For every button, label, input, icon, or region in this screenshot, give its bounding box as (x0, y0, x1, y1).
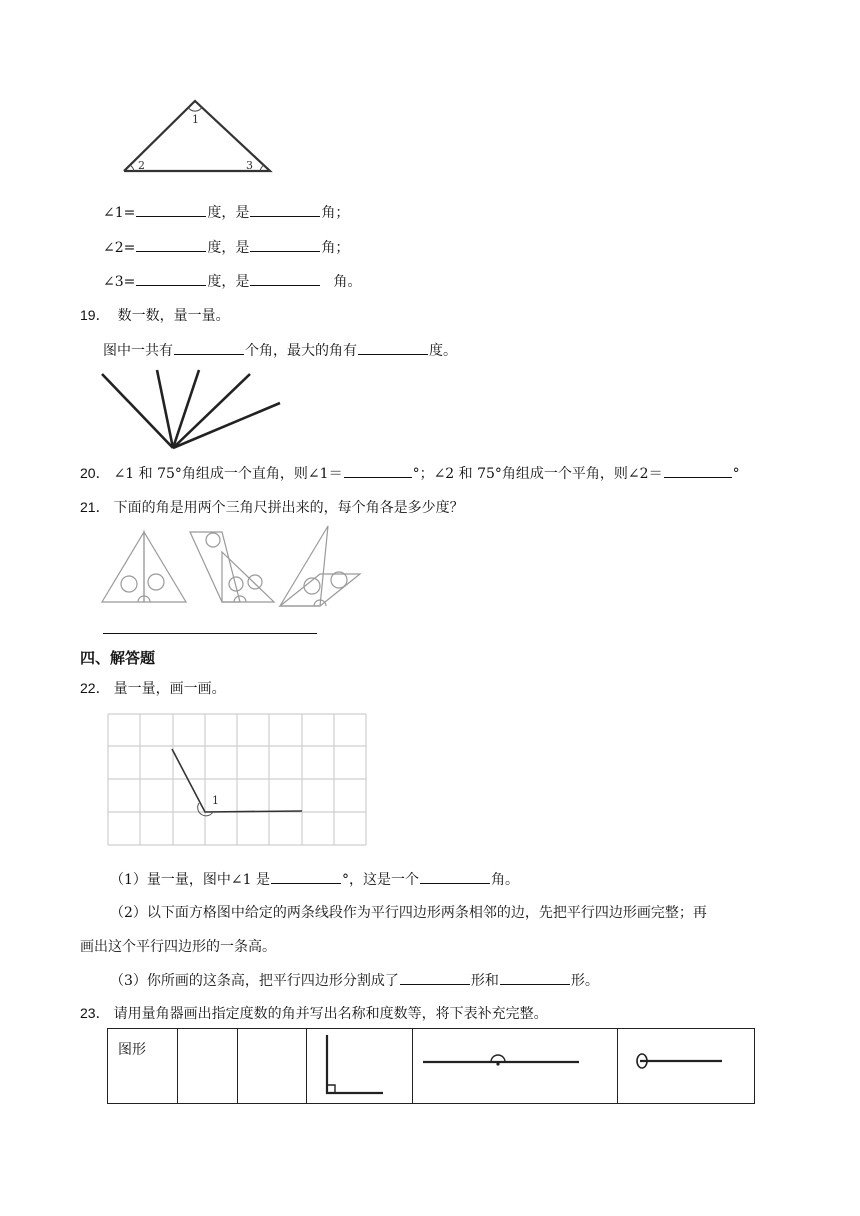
angle2-suffix: 角； (321, 240, 350, 256)
row-header-text: 图形 (118, 1042, 146, 1058)
q20-question (80, 463, 740, 484)
q20-angle2-blank[interactable] (664, 463, 732, 478)
triangle-label-3: 3 (246, 159, 253, 172)
angle3-type-blank[interactable] (250, 271, 320, 286)
q20-text-b: °；∠2 和 75°角组成一个平角，则∠2＝ (412, 466, 663, 482)
right-angle-figure (307, 1029, 412, 1099)
q21-title (80, 497, 464, 518)
angle1-type-blank[interactable] (250, 202, 320, 217)
q22-part1 (110, 869, 519, 890)
q22-p1-c: 角。 (491, 872, 519, 888)
q22-p3-c: 形。 (570, 973, 599, 989)
table-row (108, 1029, 755, 1104)
q22-part2-line2: 画出这个平行四边形的一条高。 (80, 939, 276, 955)
angle1-degree-text: 度，是 (207, 205, 250, 221)
q21-answer-line[interactable] (103, 633, 317, 634)
q19-text-c: 度。 (429, 343, 457, 359)
table-row-header (108, 1029, 178, 1104)
angle1-label: ∠1= (103, 205, 136, 221)
q22-p3-a: （3）你所画的这条高，把平行四边形分割成了 (110, 973, 399, 989)
set-squares-figure (98, 524, 362, 610)
q22-degree-blank[interactable] (271, 869, 341, 884)
angle1-degree-blank[interactable] (136, 202, 206, 217)
q19-text-a: 图中一共有 (103, 343, 173, 359)
q22-type-blank[interactable] (420, 869, 490, 884)
grid-figure (106, 712, 368, 848)
triangle-label-2: 2 (138, 159, 145, 172)
q20-number: 20． (80, 465, 110, 481)
triangle-figure (118, 95, 278, 177)
table-cell-right-angle (306, 1029, 412, 1104)
q23-title (80, 1003, 548, 1024)
angle2-label: ∠2= (103, 240, 136, 256)
table-cell-empty-1[interactable] (177, 1029, 237, 1104)
rays-figure (98, 366, 288, 452)
q22-shape2-blank[interactable] (500, 970, 570, 985)
q19-degree-blank[interactable] (358, 340, 428, 355)
q20-text-c: ° (732, 466, 740, 482)
q19-question (103, 340, 457, 361)
q22-shape1-blank[interactable] (400, 970, 470, 985)
table-cell-empty-2[interactable] (237, 1029, 306, 1104)
q22-title (80, 678, 226, 699)
q19-title-text: 数一数，量一量。 (117, 308, 230, 324)
q19-text-b: 个角，最大的角有 (245, 343, 357, 359)
angle2-type-blank[interactable] (250, 237, 320, 252)
q19-title (80, 305, 230, 326)
q22-title-text: 量一量，画一画。 (113, 681, 226, 697)
q22-part2-line1: （2）以下面方格图中给定的两条线段作为平行四边形两条相邻的边，先把平行四边形画完整；再 (110, 905, 707, 921)
q19-count-blank[interactable] (174, 340, 244, 355)
straight-angle-figure (413, 1029, 617, 1099)
q20-text-a: ∠1 和 75°角组成一个直角，则∠1＝ (113, 466, 343, 482)
angle2-degree-text: 度，是 (207, 240, 250, 256)
angle3-degree-text: 度，是 (207, 274, 250, 290)
figure-table (107, 1028, 755, 1104)
triangle-label-1: 1 (192, 113, 199, 126)
angle3-suffix: 角。 (333, 274, 362, 290)
angle2-line (103, 237, 349, 258)
full-angle-figure (618, 1029, 754, 1099)
table-cell-full-angle (618, 1029, 755, 1104)
angle3-label: ∠3= (103, 274, 136, 290)
q23-title-text: 请用量角器画出指定度数的角并写出名称和度数等，将下表补充完整。 (113, 1006, 548, 1022)
q22-number: 22． (80, 680, 110, 696)
table-cell-straight-angle (412, 1029, 617, 1104)
q21-title-text: 下面的角是用两个三角尺拼出来的，每个角各是多少度？ (113, 500, 464, 516)
section-heading: 四、解答题 (80, 649, 156, 667)
q20-angle1-blank[interactable] (344, 463, 412, 478)
q23-number: 23． (80, 1005, 110, 1021)
angle2-degree-blank[interactable] (136, 237, 206, 252)
q19-number: 19． (80, 307, 110, 323)
q22-part3 (110, 970, 599, 991)
angle3-degree-blank[interactable] (136, 271, 206, 286)
q22-p1-b: °，这是一个 (342, 872, 419, 888)
grid-angle-label: 1 (212, 794, 219, 807)
angle1-suffix: 角； (321, 205, 350, 221)
q22-p3-b: 形和 (470, 973, 499, 989)
angle3-line (103, 271, 361, 292)
q22-p1-a: （1）量一量，图中∠1 是 (110, 872, 270, 888)
angle1-line (103, 202, 349, 223)
q21-number: 21． (80, 499, 110, 515)
